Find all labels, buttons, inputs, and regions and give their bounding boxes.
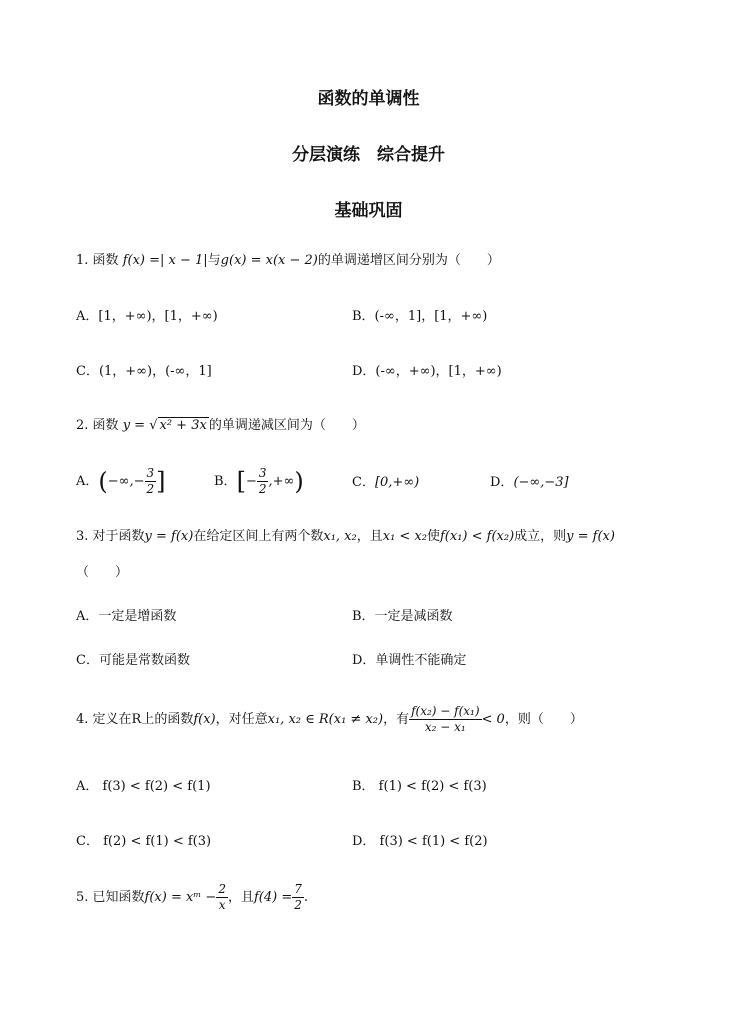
q4-suffix: ，则（ ） (504, 712, 583, 727)
q2-option-b-right: ,+∞ (268, 474, 295, 489)
q2-option-a-left: −∞,− (107, 474, 145, 489)
q2-option-a: A．(−∞,− $\frac{3}{2}$ ] (76, 466, 166, 496)
q4-option-a: A． f(3) < f(2) < f(1) (76, 779, 211, 794)
q4-tail: < 0 (481, 712, 505, 727)
question-4 (76, 702, 583, 738)
q5-frac1-den: x (218, 898, 226, 912)
q3-mid4: 成立，则 (514, 529, 567, 544)
q3-vars: x₁, x₂ (323, 529, 357, 544)
q2-option-c-label: C． (352, 475, 375, 490)
q3-option-d: D．单调性不能确定 (352, 653, 467, 668)
q3-mid1: 在给定区间上有两个数 (193, 529, 324, 544)
q2-option-b-left: − (245, 474, 257, 489)
q4-mid1: ，对任意 (215, 712, 268, 727)
q3-prefix: 3. 对于函数 (76, 529, 145, 544)
q1-option-a: A．[1，+∞)，[1，+∞) (76, 309, 218, 324)
q1-option-d: D．(-∞，+∞)，[1，+∞) (352, 364, 502, 379)
q5-fx: f(x) = xᵐ − (144, 890, 217, 905)
q4-option-b: B． f(1) < f(2) < f(3) (352, 779, 487, 794)
q2-option-b-label: B． (214, 474, 237, 489)
q2-option-a-den: 2 (146, 482, 155, 496)
q1-option-b: B．(-∞，1]，[1，+∞) (352, 309, 488, 324)
q3-answer-paren: （ ） (76, 565, 129, 580)
q2-option-d-text: (−∞,−3] (513, 475, 569, 490)
q3-ineq2: f(x₁) < f(x₂) (440, 529, 515, 544)
q3-mid3: 使 (426, 529, 440, 544)
q4-fraction (409, 704, 481, 735)
q2-suffix: 的单调递减区间为（ ） (208, 418, 365, 433)
q2-option-d (490, 474, 569, 492)
q4-cond: (x₁ ≠ x₂) (328, 712, 384, 727)
question-5 (76, 880, 308, 916)
q2-expr-lhs: y = (122, 418, 146, 433)
q2-option-c-text: [0,+∞) (374, 475, 420, 490)
q3-ineq: x₁ < x₂ (382, 529, 427, 544)
q3-option-a: A．一定是增函数 (76, 609, 177, 624)
q1-f-def: f(x) =| x − 1| (122, 253, 208, 268)
q4-fx: f(x) (193, 712, 216, 727)
q2-option-c (352, 474, 419, 492)
q4-option-d: D． f(3) < f(1) < f(2) (352, 834, 488, 849)
q2-option-a-label: A． (76, 474, 99, 489)
q5-mid: ，且 (227, 890, 254, 905)
q2-option-a-num: 3 (146, 466, 155, 480)
q5-frac2-num: 7 (294, 882, 302, 896)
question-1 (76, 252, 500, 270)
q1-prefix: 1. 函数 (76, 253, 119, 268)
q1-mid: 与 (207, 253, 221, 268)
q2-option-b-num: 3 (258, 466, 267, 480)
q4-frac-den: x₂ − x₁ (424, 720, 466, 734)
q5-prefix: 5. 已知函数 (76, 890, 145, 905)
q3-expr1: y = f(x) (144, 529, 194, 544)
q3-expr2: y = f(x) (566, 529, 615, 544)
q3-mid2: ，且 (356, 529, 383, 544)
q4-option-c: C． f(2) < f(1) < f(3) (76, 834, 212, 849)
q4-vars: x₁, x₂ ∈ R (267, 712, 329, 727)
question-2 (76, 417, 365, 435)
q4-frac-num: f(x₂) − f(x₁) (411, 704, 480, 718)
q5-fraction-2 (292, 882, 304, 913)
q2-radicand: x² + 3x (159, 418, 207, 433)
q3-option-c: C．可能是常数函数 (76, 653, 190, 668)
q2-radical-sign: √ (149, 418, 158, 433)
q1-suffix: 的单调递增区间分别为（ ） (317, 253, 500, 268)
q2-option-b: B．[− $\frac{3}{2}$ ,+∞) (214, 466, 304, 496)
q4-prefix: 4. 定义在R上的函数 (76, 712, 194, 727)
q2-option-b-den: 2 (258, 482, 267, 496)
page-subtitle: 分层演练 综合提升 (292, 145, 445, 165)
q3-option-b: B．一定是减函数 (352, 609, 453, 624)
q5-fraction-1 (216, 882, 228, 913)
q5-frac1-num: 2 (218, 882, 226, 896)
section-heading: 基础巩固 (334, 201, 403, 221)
q2-prefix: 2. 函数 (76, 418, 119, 433)
question-3 (76, 528, 615, 546)
page-title: 函数的单调性 (317, 89, 420, 109)
q1-option-c: C．(1，+∞)，(-∞，1] (76, 364, 212, 379)
q5-end: . (303, 890, 309, 905)
q4-mid2: ，有 (383, 712, 410, 727)
q5-f4: f(4) = (253, 890, 293, 905)
q5-frac2-den: 2 (294, 898, 302, 912)
q2-option-d-label: D． (490, 475, 514, 490)
q1-g-def: g(x) = x(x − 2) (220, 253, 318, 268)
